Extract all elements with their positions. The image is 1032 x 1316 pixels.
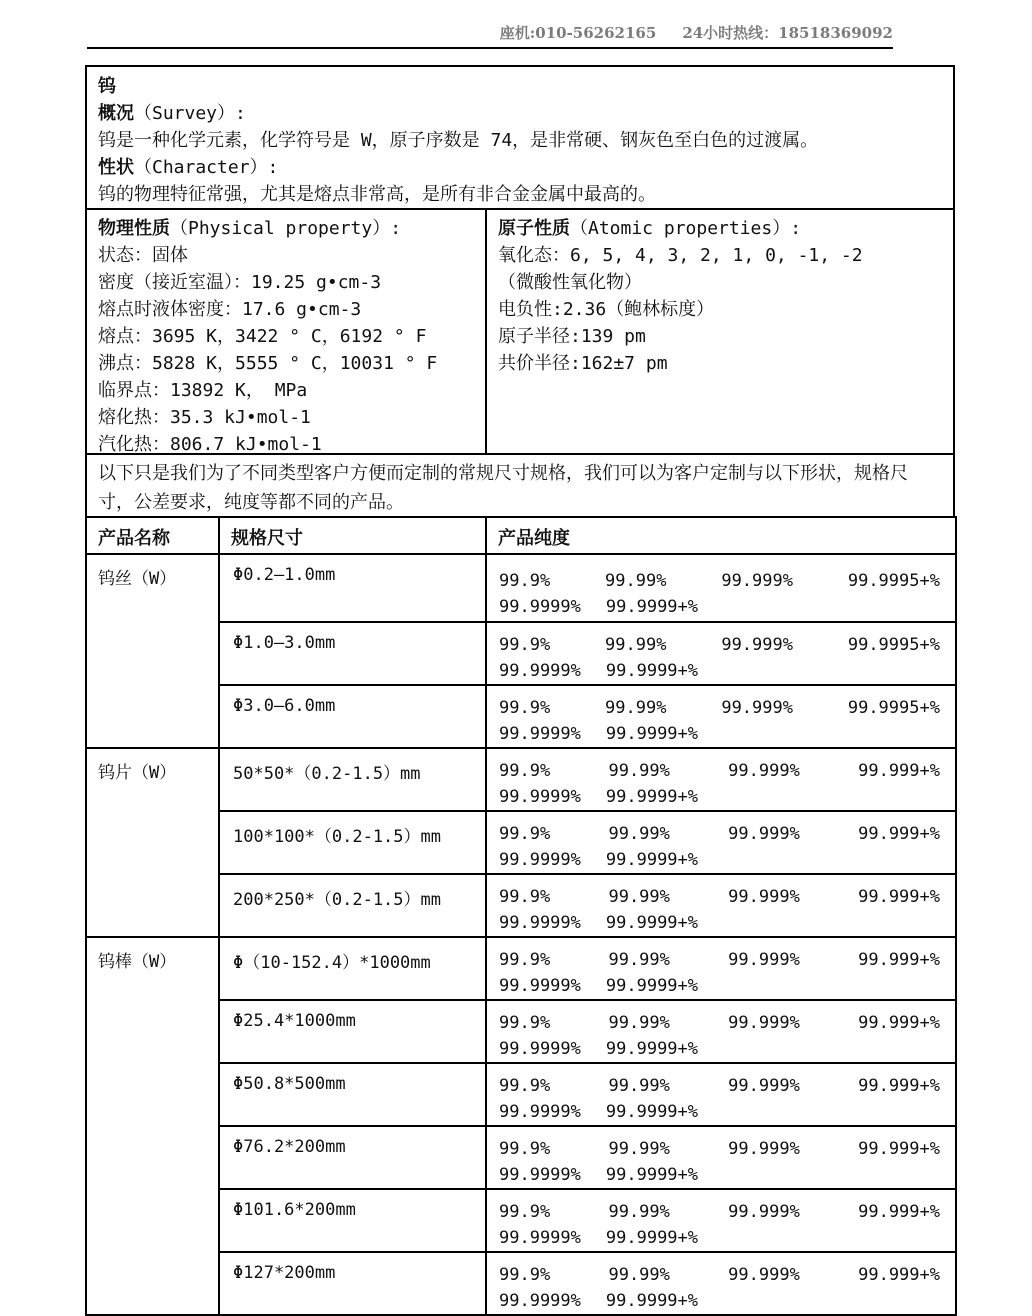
purity-cell	[486, 811, 956, 874]
physical-line: 汽化热：806.7 kJ•mol-1	[98, 434, 322, 455]
purity-value: 99.99%	[605, 698, 667, 718]
purity-line2	[487, 594, 955, 620]
product-name-cell: 钨片（W）	[86, 748, 219, 937]
physical-heading-zh: 物理性质	[98, 218, 170, 239]
purity-value: 99.999%	[728, 1265, 800, 1285]
purity-value: 99.9995+%	[847, 635, 940, 655]
purity-cell	[486, 1252, 956, 1315]
purity-value: 99.9999%	[499, 661, 581, 681]
purity-cell	[486, 1126, 956, 1189]
purity-line2	[487, 784, 955, 810]
purity-line1	[487, 1001, 955, 1036]
purity-line1	[487, 555, 955, 594]
purity-value: 99.9999+%	[605, 976, 699, 996]
products-table	[85, 516, 957, 1316]
purity-value: 99.999+%	[858, 1265, 940, 1285]
purity-value: 99.9999%	[499, 1165, 581, 1185]
purity-value: 99.9999%	[499, 597, 581, 617]
purity-value: 99.99%	[608, 761, 670, 781]
purity-line1	[487, 1190, 955, 1225]
survey-heading-zh: 概况	[98, 103, 134, 124]
col-header-product-name: 产品名称	[86, 517, 219, 554]
purity-value: 99.9%	[499, 761, 551, 781]
purity-value: 99.999%	[728, 824, 800, 844]
table-row	[86, 937, 956, 1000]
physical-line: 熔点：3695 K，3422 ° C，6192 ° F	[98, 326, 427, 347]
purity-line1	[487, 1127, 955, 1162]
purity-value: 99.999%	[728, 1076, 800, 1096]
purity-line2	[487, 847, 955, 873]
purity-value: 99.999%	[721, 635, 793, 655]
atomic-line: （微酸性氧化物）	[498, 272, 642, 293]
physical-line: 熔点时液体密度：17.6 g•cm-3	[98, 299, 362, 320]
purity-value: 99.99%	[608, 1139, 670, 1159]
atomic-heading	[498, 215, 945, 242]
table-row	[86, 554, 956, 622]
purity-value: 99.9999+%	[605, 661, 699, 681]
physical-heading-en: （Physical property）:	[170, 218, 402, 239]
purity-value: 99.999+%	[858, 1139, 940, 1159]
table-header-row	[86, 517, 956, 554]
physical-line: 熔化热：35.3 kJ•mol-1	[98, 407, 311, 428]
purity-line1	[487, 1253, 955, 1288]
atomic-properties-column	[487, 210, 953, 453]
purity-value: 99.999%	[721, 571, 793, 591]
purity-value: 99.999%	[728, 761, 800, 781]
purity-value: 99.9999+%	[605, 1165, 699, 1185]
purity-value: 99.9999%	[499, 850, 581, 870]
hotline-label: 24小时热线：18518369092	[682, 24, 893, 42]
purity-value: 99.9999%	[499, 787, 581, 807]
purity-value: 99.999%	[728, 887, 800, 907]
purity-line2	[487, 1288, 955, 1314]
purity-cell	[486, 874, 956, 937]
atomic-line: 原子半径:139 pm	[498, 326, 646, 347]
character-text: 钨的物理特征常强，尤其是熔点非常高，是所有非合金金属中最高的。	[98, 184, 656, 205]
atomic-line: 氧化态：6, 5, 4, 3, 2, 1, 0, -1, -2	[498, 245, 863, 266]
purity-value: 99.999+%	[858, 761, 940, 781]
purity-cell	[486, 554, 956, 622]
character-heading-zh: 性状	[98, 157, 134, 178]
purity-value: 99.9995+%	[847, 698, 940, 718]
purity-value: 99.9%	[499, 1013, 551, 1033]
header-divider	[87, 47, 893, 49]
survey-heading-en: （Survey）:	[134, 103, 246, 124]
purity-value: 99.99%	[608, 950, 670, 970]
physical-line: 密度（接近室温）：19.25 g•cm-3	[98, 272, 382, 293]
purity-value: 99.999%	[728, 1202, 800, 1222]
purity-cell	[486, 748, 956, 811]
physical-heading	[98, 215, 477, 242]
purity-value: 99.999+%	[858, 1076, 940, 1096]
spec-cell: Φ3.0—6.0mm	[219, 685, 486, 748]
purity-value: 99.99%	[608, 1265, 670, 1285]
purity-value: 99.99%	[608, 1202, 670, 1222]
spec-cell: Φ76.2*200mm	[219, 1126, 486, 1189]
character-heading	[98, 154, 942, 181]
purity-value: 99.99%	[608, 1013, 670, 1033]
col-header-purity: 产品纯度	[486, 517, 956, 554]
survey-text: 钨是一种化学元素，化学符号是 W，原子序数是 74，是非常硬、钢灰色至白色的过渡属。	[98, 130, 819, 151]
purity-line2	[487, 973, 955, 999]
purity-value: 99.999%	[728, 1139, 800, 1159]
purity-line2	[487, 1036, 955, 1062]
purity-value: 99.9999%	[499, 1291, 581, 1311]
purity-value: 99.9%	[499, 1202, 551, 1222]
purity-value: 99.9999+%	[605, 1039, 699, 1059]
purity-line2	[487, 658, 955, 684]
character-heading-en: （Character）:	[134, 157, 279, 178]
purity-value: 99.999+%	[858, 887, 940, 907]
purity-value: 99.9%	[499, 887, 551, 907]
purity-value: 99.9999+%	[605, 850, 699, 870]
product-name-cell: 钨丝（W）	[86, 554, 219, 748]
atomic-line: 共价半径:162±7 pm	[498, 353, 668, 374]
spec-cell: 50*50*（0.2-1.5）mm	[219, 748, 486, 811]
purity-value: 99.9%	[499, 1139, 551, 1159]
contact-header	[87, 22, 893, 43]
purity-line1	[487, 623, 955, 658]
col-header-spec: 规格尺寸	[219, 517, 486, 554]
document-body	[85, 65, 955, 1316]
purity-value: 99.999%	[728, 950, 800, 970]
purity-line2	[487, 910, 955, 936]
purity-value: 99.999+%	[858, 1202, 940, 1222]
purity-line1	[487, 875, 955, 910]
atomic-heading-en: （Atomic properties）:	[570, 218, 802, 239]
spec-cell: 100*100*（0.2-1.5）mm	[219, 811, 486, 874]
properties-section	[85, 208, 955, 455]
atomic-heading-zh: 原子性质	[498, 218, 570, 239]
spec-cell: Φ127*200mm	[219, 1252, 486, 1315]
purity-cell	[486, 937, 956, 1000]
purity-line2	[487, 1099, 955, 1125]
purity-value: 99.9%	[499, 950, 551, 970]
purity-value: 99.9999%	[499, 1039, 581, 1059]
purity-value: 99.9999%	[499, 1102, 581, 1122]
page-title: 钨	[98, 76, 116, 97]
spec-cell: Φ0.2—1.0mm	[219, 554, 486, 622]
spec-cell: Φ（10-152.4）*1000mm	[219, 937, 486, 1000]
purity-line1	[487, 938, 955, 973]
purity-value: 99.9%	[499, 824, 551, 844]
purity-cell	[486, 1189, 956, 1252]
purity-value: 99.9999+%	[605, 1291, 699, 1311]
purity-value: 99.99%	[605, 635, 667, 655]
purity-value: 99.9999+%	[605, 724, 699, 744]
phone-label: 座机:010-56262165	[499, 24, 657, 42]
purity-value: 99.99%	[608, 1076, 670, 1096]
purity-value: 99.9999+%	[605, 913, 699, 933]
purity-line1	[487, 686, 955, 721]
purity-value: 99.999%	[728, 1013, 800, 1033]
survey-heading	[98, 100, 942, 127]
physical-line: 沸点：5828 K，5555 ° C，10031 ° F	[98, 353, 438, 374]
purity-value: 99.9999+%	[605, 1102, 699, 1122]
physical-properties-column	[87, 210, 487, 453]
table-row	[86, 748, 956, 811]
spec-cell: Φ101.6*200mm	[219, 1189, 486, 1252]
purity-cell	[486, 622, 956, 685]
purity-value: 99.9999+%	[605, 1228, 699, 1248]
purity-value: 99.9%	[499, 1076, 551, 1096]
purity-cell	[486, 685, 956, 748]
purity-value: 99.9%	[499, 698, 551, 718]
purity-value: 99.9999%	[499, 1228, 581, 1248]
purity-value: 99.9%	[499, 1265, 551, 1285]
purity-line2	[487, 1225, 955, 1251]
purity-line1	[487, 749, 955, 784]
purity-value: 99.9999+%	[605, 597, 699, 617]
purity-cell	[486, 1000, 956, 1063]
note-text: 以下只是我们为了不同类型客户方便而定制的常规尺寸规格，我们可以为客户定制与以下形状，规格尺寸，公差要求，纯度等都不同的产品。	[98, 463, 908, 513]
purity-value: 99.99%	[605, 571, 667, 591]
purity-value: 99.99%	[608, 824, 670, 844]
spec-cell: Φ1.0—3.0mm	[219, 622, 486, 685]
purity-line1	[487, 1064, 955, 1099]
intro-section	[85, 65, 955, 210]
purity-value: 99.999%	[721, 698, 793, 718]
purity-value: 99.999+%	[858, 1013, 940, 1033]
purity-value: 99.99%	[608, 887, 670, 907]
note-section	[85, 453, 955, 518]
purity-value: 99.9%	[499, 571, 551, 591]
purity-value: 99.9%	[499, 635, 551, 655]
purity-value: 99.9999%	[499, 913, 581, 933]
physical-line: 状态：固体	[98, 245, 188, 266]
purity-line1	[487, 812, 955, 847]
spec-cell: 200*250*（0.2-1.5）mm	[219, 874, 486, 937]
purity-value: 99.9999+%	[605, 787, 699, 807]
physical-line: 临界点：13892 K， MPa	[98, 380, 308, 401]
spec-cell: Φ25.4*1000mm	[219, 1000, 486, 1063]
purity-value: 99.9995+%	[847, 571, 940, 591]
purity-value: 99.999+%	[858, 824, 940, 844]
spec-cell: Φ50.8*500mm	[219, 1063, 486, 1126]
purity-value: 99.999+%	[858, 950, 940, 970]
product-name-cell: 钨棒（W）	[86, 937, 219, 1315]
atomic-line: 电负性:2.36（鲍林标度）	[498, 299, 715, 320]
purity-value: 99.9999%	[499, 724, 581, 744]
purity-line2	[487, 1162, 955, 1188]
purity-line2	[487, 721, 955, 747]
purity-value: 99.9999%	[499, 976, 581, 996]
purity-cell	[486, 1063, 956, 1126]
